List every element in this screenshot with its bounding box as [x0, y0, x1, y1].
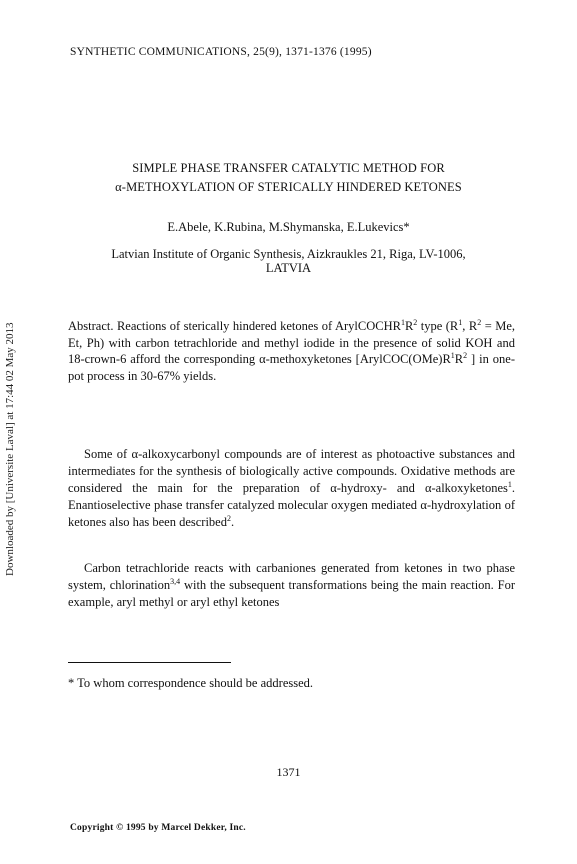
citation-superscript: 2	[226, 513, 231, 523]
footnote: * To whom correspondence should be addressed.	[68, 676, 314, 690]
affiliation-line-2: LATVIA	[265, 261, 312, 275]
text-run: .	[230, 515, 235, 529]
copyright-notice: Copyright © 1995 by Marcel Dekker, Inc.	[70, 823, 246, 833]
journal-header: SYNTHETIC COMMUNICATIONS, 25(9), 1371-1376 (1995)	[70, 46, 372, 58]
abstract-text-run: ] in one-pot process in 30-67% yields.	[68, 352, 515, 383]
abstract-text-run: Abstract. Reactions of sterically hindered ketones of ArylCOCHR	[68, 319, 401, 333]
superscript: 1	[400, 317, 405, 327]
abstract-text-run: R	[404, 319, 414, 333]
article-title-line-2: α-METHOXYLATION OF STERICALLY HINDERED KETONES	[115, 180, 462, 194]
superscript: 2	[413, 317, 418, 327]
abstract-text-run: , R	[462, 319, 478, 333]
superscript: 1	[458, 317, 463, 327]
text-run: Carbon tetrachloride reacts with carbaniones generated from ketones in two phase system, chlorination	[68, 561, 515, 592]
citation-superscript: 1	[507, 479, 512, 489]
article-title-line-1: SIMPLE PHASE TRANSFER CATALYTIC METHOD FOR	[132, 161, 445, 175]
body-paragraph-2	[68, 560, 515, 611]
paragraph-text	[68, 560, 515, 611]
abstract-text-run: type (R	[417, 319, 459, 333]
abstract-text-run: = Me, Et, Ph) with carbon tetrachloride and methyl iodide in the presence of solid KOH and 18-crown-6 afford the corresponding α-methoxyketones [ArylCOC(OMe)R	[68, 319, 516, 366]
affiliation	[60, 247, 517, 275]
abstract	[68, 318, 515, 384]
body-paragraph-1	[68, 446, 515, 531]
superscript: 2	[463, 350, 468, 360]
affiliation-line-1: Latvian Institute of Organic Synthesis, Aizkraukles 21, Riga, LV-1006,	[111, 247, 466, 261]
text-run: Some of α-alkoxycarbonyl compounds are of interest as photoactive substances and intermediates for the synthesis of biologically active compounds. Oxidative methods are considered the main for the preparation of α-hydroxy- and α-alkoxyketones	[68, 447, 515, 495]
author-list: E.Abele, K.Rubina, M.Shymanska, E.Lukevics*	[167, 220, 410, 234]
text-run: with the subsequent transformations being the main reaction. For example, aryl methyl or aryl ethyl ketones	[68, 578, 516, 609]
download-watermark: Downloaded by [Universite Laval] at 17:44 02 May 2013	[4, 322, 16, 576]
abstract-text	[68, 318, 515, 384]
superscript: 2	[477, 317, 482, 327]
abstract-text-run: R	[454, 352, 464, 366]
text-run: . Enantioselective phase transfer catalyzed molecular oxygen mediated α-hydroxylation of ketones also has been described	[68, 481, 515, 529]
page-number: 1371	[276, 765, 301, 779]
paragraph-text	[68, 446, 515, 531]
citation-superscript: 3,4	[170, 576, 181, 586]
superscript: 1	[450, 350, 455, 360]
footnote-divider	[68, 662, 231, 663]
